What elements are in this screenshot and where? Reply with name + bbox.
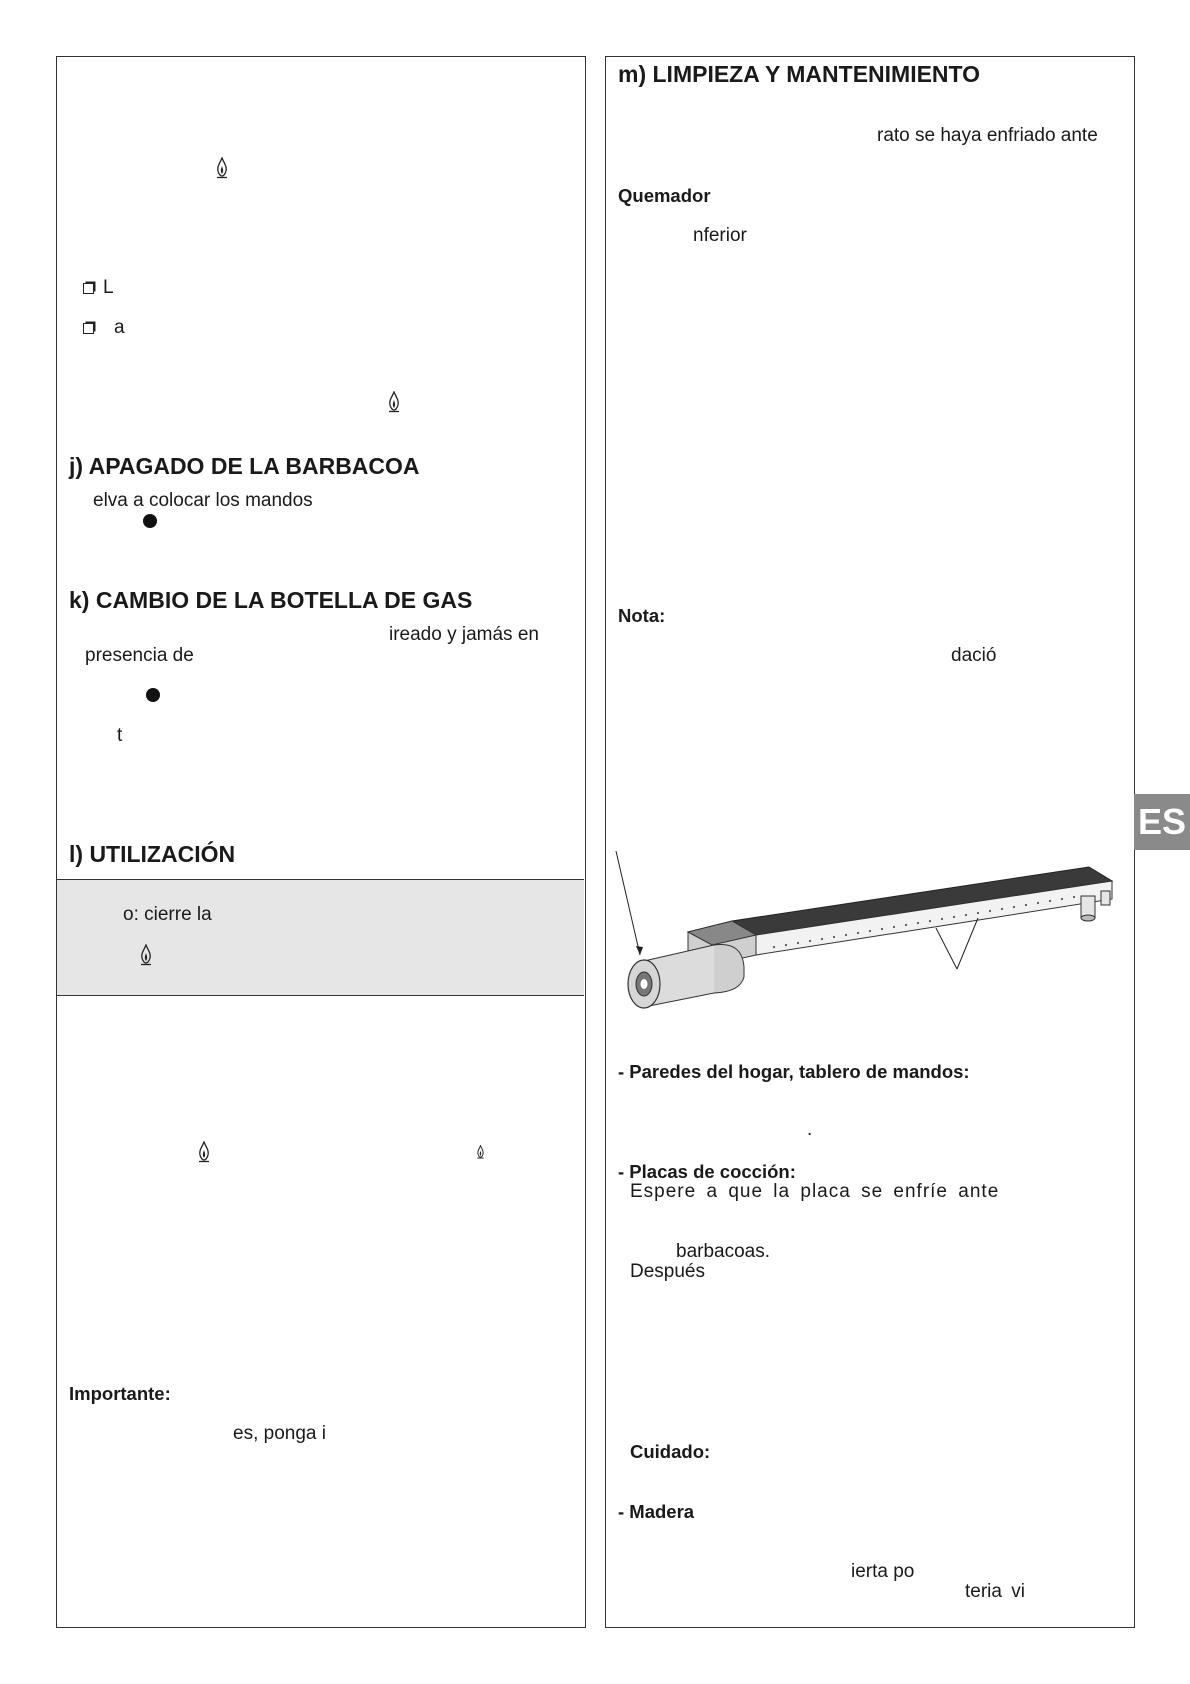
right-column <box>605 56 1135 1628</box>
burner-illustration <box>614 827 1130 1037</box>
note-text: dació <box>951 645 997 666</box>
plates-text-2: barbacoas. <box>676 1241 771 1262</box>
flame-icon <box>197 1141 211 1163</box>
shaded-notice-text: o: cierre la <box>123 904 212 925</box>
section-k-text-1: ireado y jamás en <box>389 624 539 645</box>
off-position-dot-icon <box>143 514 157 528</box>
checkbox-icon <box>83 283 94 294</box>
small-flame-icon <box>476 1145 485 1159</box>
flame-icon <box>387 391 401 413</box>
section-j-text: elva a colocar los mandos <box>93 490 313 511</box>
checkbox-text-1: L <box>103 277 114 298</box>
wood-label: - Madera <box>618 1501 695 1522</box>
left-column <box>56 56 586 1628</box>
care-label: Cuidado: <box>630 1441 711 1462</box>
off-position-dot-icon <box>146 688 160 702</box>
plates-text-3: Después <box>630 1261 705 1282</box>
section-l-heading: l) UTILIZACIÓN <box>69 841 236 867</box>
language-tab: ES <box>1134 794 1190 850</box>
shaded-notice-box <box>57 879 584 996</box>
walls-label: - Paredes del hogar, tablero de mandos: <box>618 1061 970 1082</box>
burner-text: nferior <box>693 225 747 246</box>
important-label: Importante: <box>69 1383 171 1404</box>
checkbox-text-2: a <box>114 317 125 338</box>
walls-text: . <box>807 1119 813 1140</box>
plates-text-1: Espere a que la placa se enfríe ante <box>630 1181 1000 1202</box>
important-text: es, ponga i <box>233 1423 326 1444</box>
section-k-text-2: presencia de <box>85 645 194 666</box>
section-j-heading: j) APAGADO DE LA BARBACOA <box>69 453 420 479</box>
flame-icon <box>215 157 229 179</box>
flame-icon <box>139 944 153 966</box>
burner-label: Quemador <box>618 185 711 206</box>
section-k-heading: k) CAMBIO DE LA BOTELLA DE GAS <box>69 587 473 613</box>
note-label: Nota: <box>618 605 666 626</box>
section-m-heading: m) LIMPIEZA Y MANTENIMIENTO <box>618 61 981 87</box>
wood-text-2: teria vi <box>965 1581 1025 1602</box>
checkbox-icon <box>83 323 94 334</box>
section-k-text-3: t <box>117 725 123 746</box>
plates-label: - Placas de cocción: <box>618 1161 796 1182</box>
section-m-text: rato se haya enfriado ante <box>877 125 1098 146</box>
wood-text-1: ierta po <box>851 1561 915 1582</box>
